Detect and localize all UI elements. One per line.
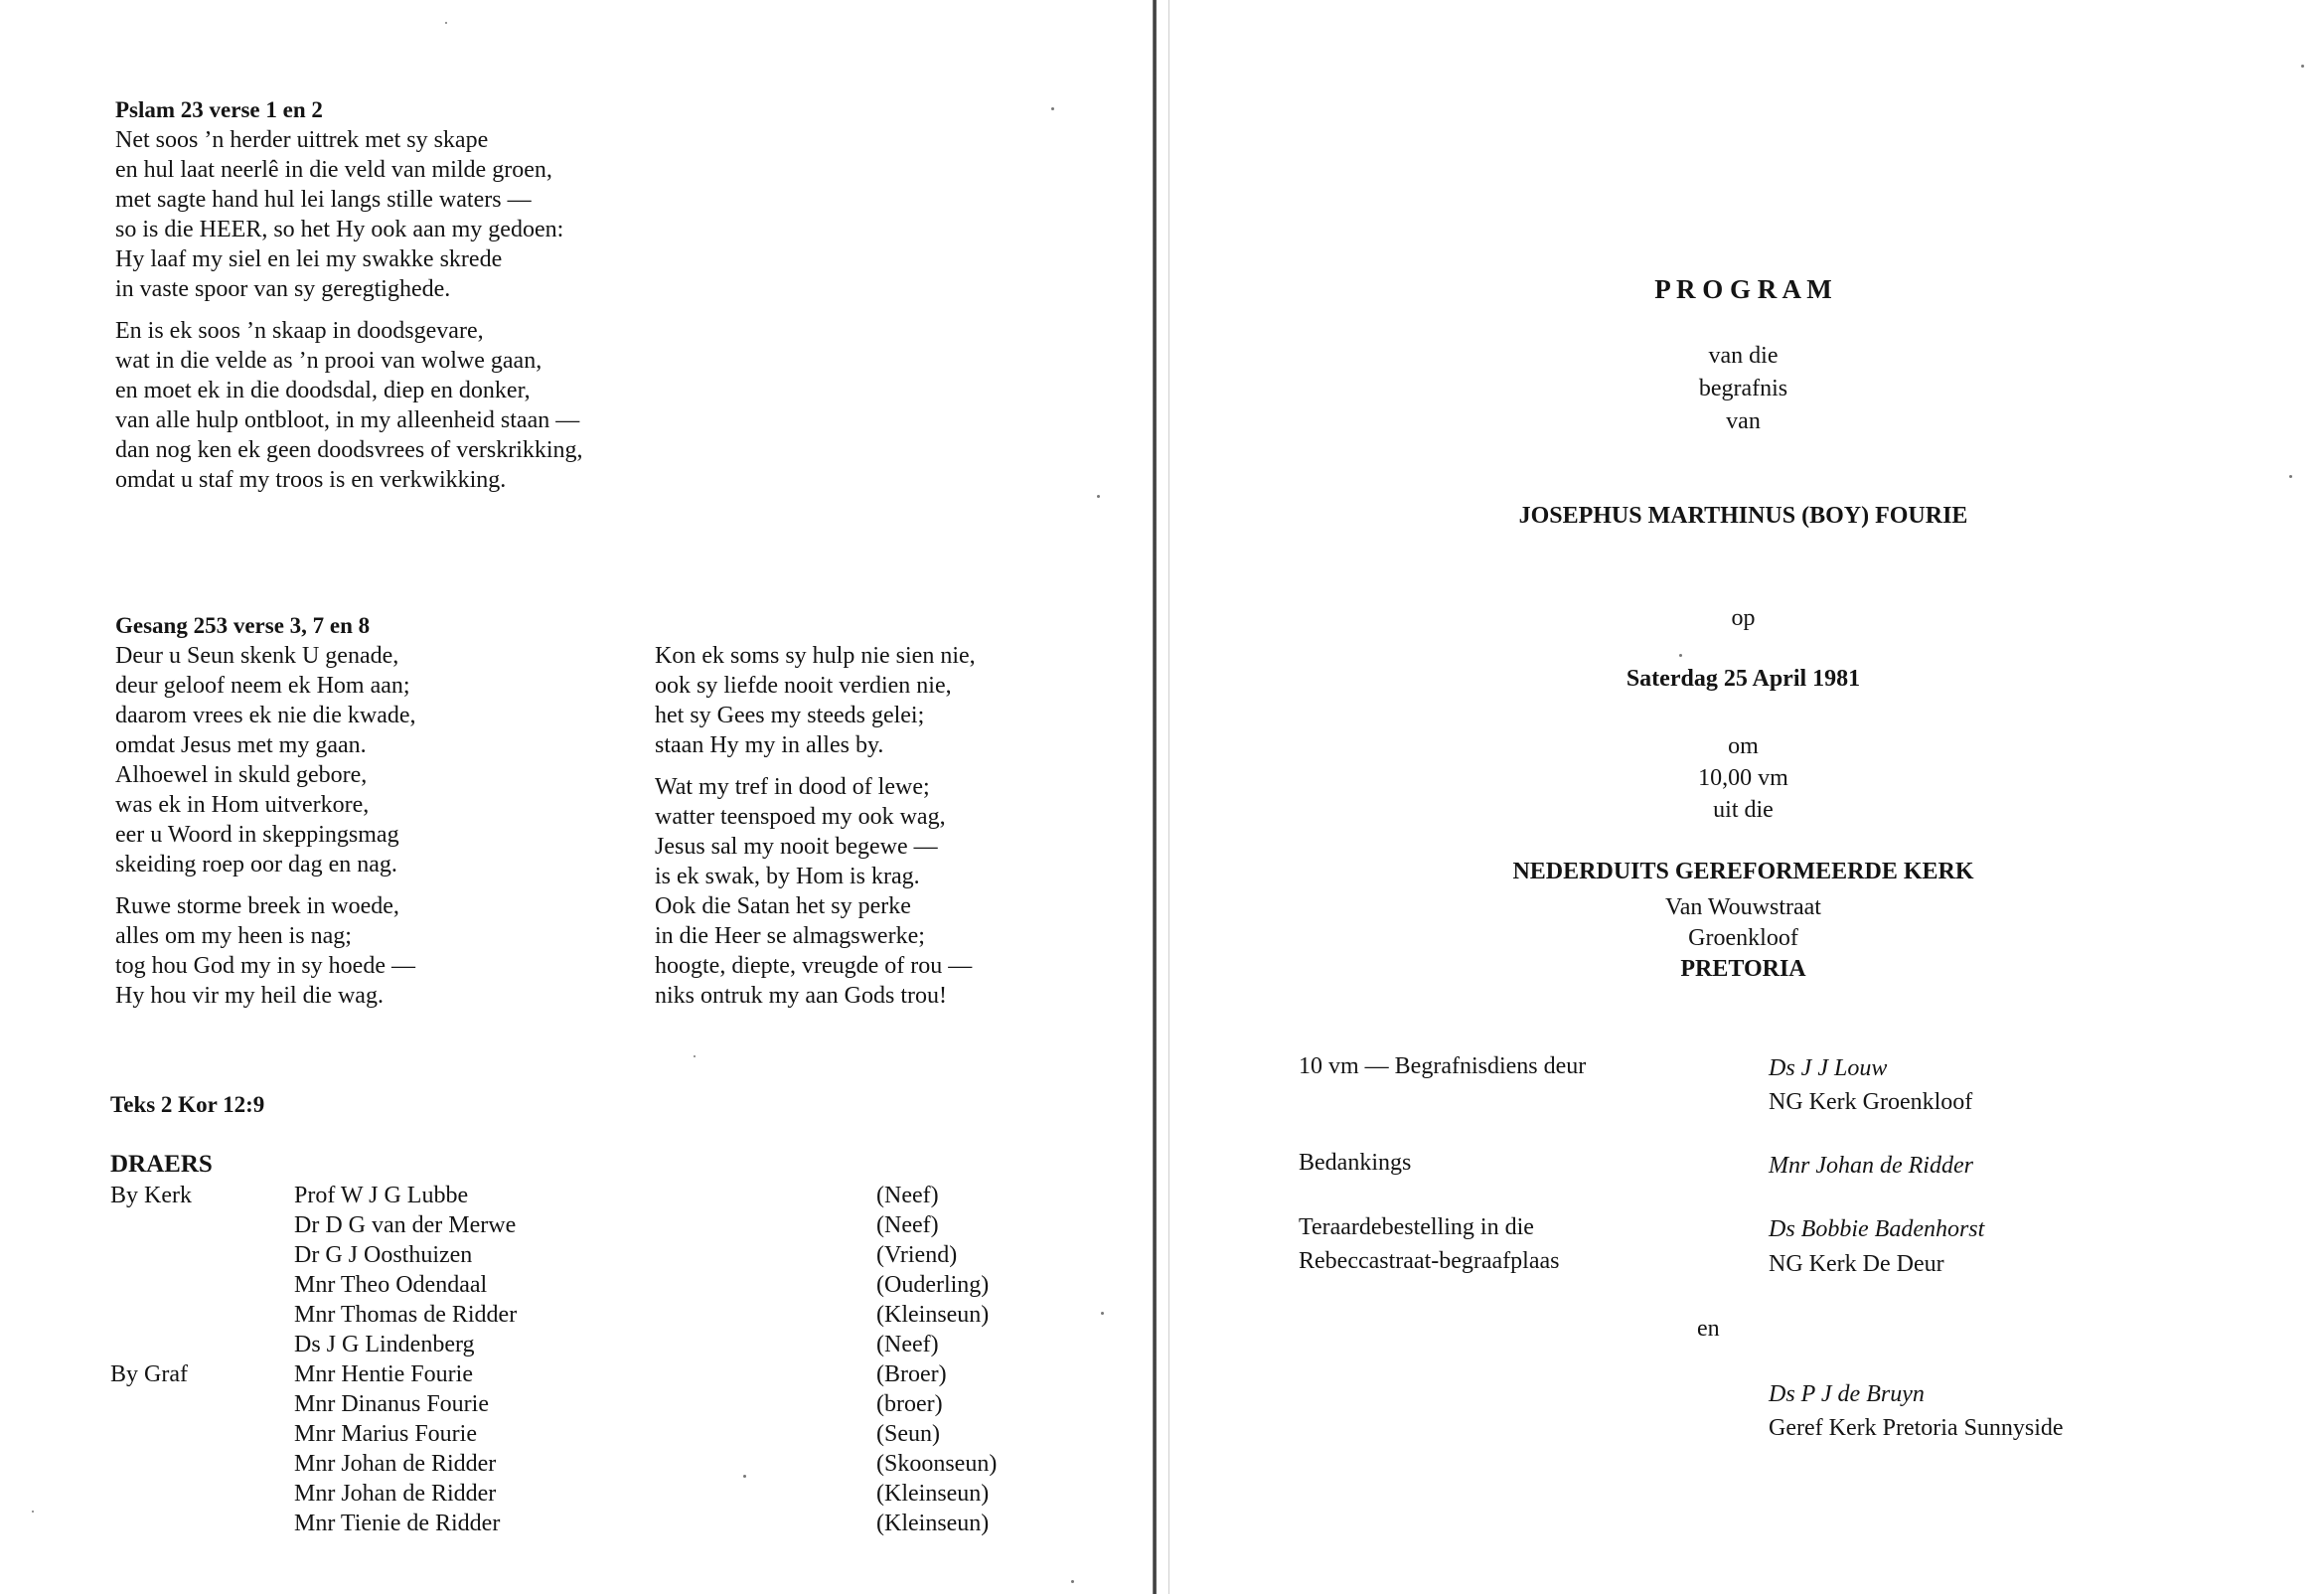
gesang-line: Alhoewel in skuld gebore, <box>115 762 368 788</box>
schedule-church: Geref Kerk Pretoria Sunnyside <box>1769 1415 2064 1441</box>
psalm-line: dan nog ken ek geen doodsvrees of verskrikking, <box>115 437 583 463</box>
psalm-stanza-1 <box>115 125 583 304</box>
gesang-line: Ruwe storme breek in woede, <box>115 893 399 919</box>
service-time: 10,00 vm <box>1698 765 1788 791</box>
schedule-minister: Ds Bobbie Badenhorst <box>1769 1216 1985 1242</box>
draer-relation: (Ouderling) <box>876 1272 990 1298</box>
scan-speck <box>2301 65 2304 68</box>
draer-relation: (Kleinseun) <box>876 1302 990 1328</box>
church-city: PRETORIA <box>1680 956 1806 982</box>
draer-relation: (Vriend) <box>876 1242 958 1268</box>
gesang-line: het sy Gees my steeds gelei; <box>655 703 925 728</box>
draer-name: Prof W J G Lubbe <box>294 1183 469 1208</box>
schedule-en: en <box>1697 1316 1720 1342</box>
psalm-line: Hy laaf my siel en lei my swakke skrede <box>115 246 503 272</box>
scan-speck <box>1051 107 1054 110</box>
draer-relation: (Neef) <box>876 1212 939 1238</box>
draer-relation: (broer) <box>876 1391 943 1417</box>
draer-name: Mnr Theo Odendaal <box>294 1272 488 1298</box>
draer-name: Mnr Johan de Ridder <box>294 1451 497 1477</box>
psalm-line: in vaste spoor van sy geregtighede. <box>115 276 451 302</box>
draer-relation: (Kleinseun) <box>876 1511 990 1536</box>
scan-speck <box>1097 495 1100 498</box>
gesang-line: staan Hy my in alles by. <box>655 732 884 758</box>
gesang-stanza <box>655 641 976 760</box>
draers-title: DRAERS <box>110 1151 213 1178</box>
psalm-section <box>115 95 583 495</box>
schedule-item-thanks: Bedankings <box>1299 1150 1412 1176</box>
psalm-line: Net soos ’n herder uittrek met sy skape <box>115 127 489 153</box>
op-text: op <box>1731 605 1756 631</box>
scan-speck <box>1071 1580 1074 1583</box>
schedule-item-service: 10 vm — Begrafnisdiens deur <box>1299 1053 1587 1079</box>
scan-speck <box>2289 475 2292 478</box>
gesang-line: deur geloof neem ek Hom aan; <box>115 673 410 699</box>
draers-group-label: By Kerk <box>110 1183 192 1208</box>
schedule-item-burial: Teraardebestelling in die <box>1299 1214 1534 1240</box>
gesang-line: omdat Jesus met my gaan. <box>115 732 367 758</box>
gesang-line: Deur u Seun skenk U genade, <box>115 643 399 669</box>
draer-relation: (Neef) <box>876 1183 939 1208</box>
draer-relation: (Broer) <box>876 1361 947 1387</box>
gesang-col-1 <box>115 611 416 1011</box>
uit-die-text: uit die <box>1713 797 1774 823</box>
teks-reference: Teks 2 Kor 12:9 <box>110 1092 265 1117</box>
begrafnis-text: begrafnis <box>1698 376 1788 401</box>
gesang-line: ook sy liefde nooit verdien nie, <box>655 673 952 699</box>
gesang-line: niks ontruk my aan Gods trou! <box>655 983 947 1009</box>
psalm-line: en moet ek in die doodsdal, diep en donker, <box>115 378 531 403</box>
right-page <box>1162 0 2324 1594</box>
gesang-line: tog hou God my in sy hoede — <box>115 953 415 979</box>
gesang-stanza <box>115 891 416 1011</box>
gesang-stanza <box>655 772 976 1011</box>
draer-name: Mnr Marius Fourie <box>294 1421 477 1447</box>
psalm-title: Pslam 23 verse 1 en 2 <box>115 97 323 122</box>
gesang-line: Wat my tref in dood of lewe; <box>655 774 930 800</box>
scan-speck <box>1101 1312 1104 1315</box>
draer-relation: (Kleinseun) <box>876 1481 990 1507</box>
psalm-line: wat in die velde as ’n prooi van wolwe gaan, <box>115 348 542 374</box>
draer-name: Mnr Johan de Ridder <box>294 1481 497 1507</box>
gesang-line: Kon ek soms sy hulp nie sien nie, <box>655 643 976 669</box>
draer-name: Dr G J Oosthuizen <box>294 1242 473 1268</box>
gesang-line: skeiding roep oor dag en nag. <box>115 852 397 877</box>
scan-speck <box>445 22 447 24</box>
gesang-line: daarom vrees ek nie die kwade, <box>115 703 416 728</box>
gesang-line: alles om my heen is nag; <box>115 923 352 949</box>
program-title: P R O G R A M <box>1654 274 1832 304</box>
gesang-line: Ook die Satan het sy perke <box>655 893 911 919</box>
draer-name: Mnr Hentie Fourie <box>294 1361 473 1387</box>
psalm-line: En is ek soos ’n skaap in doodsgevare, <box>115 318 484 344</box>
deceased-name: JOSEPHUS MARTHINUS (BOY) FOURIE <box>1518 503 1968 529</box>
psalm-line: met sagte hand hul lei langs stille waters — <box>115 187 532 213</box>
draer-relation: (Neef) <box>876 1332 939 1357</box>
draer-name: Mnr Tienie de Ridder <box>294 1511 501 1536</box>
scan-speck <box>743 1475 746 1478</box>
schedule-church: NG Kerk Groenkloof <box>1769 1089 1973 1115</box>
gesang-line: watter teenspoed my ook wag, <box>655 804 946 830</box>
gesang-col-2 <box>655 641 976 1011</box>
scan-speck <box>694 1055 696 1057</box>
church-street: Van Wouwstraat <box>1665 894 1821 920</box>
schedule-minister: Ds J J Louw <box>1769 1055 1888 1081</box>
draer-relation: (Seun) <box>876 1421 940 1447</box>
draer-name: Mnr Thomas de Ridder <box>294 1302 518 1328</box>
gesang-line: eer u Woord in skeppingsmag <box>115 822 399 848</box>
draer-name: Mnr Dinanus Fourie <box>294 1391 489 1417</box>
church-name: NEDERDUITS GEREFORMEERDE KERK <box>1512 859 1974 884</box>
scan-speck <box>1679 654 1682 657</box>
psalm-line: omdat u staf my troos is en verkwikking. <box>115 467 507 493</box>
psalm-line: so is die HEER, so het Hy ook aan my gedoen: <box>115 217 564 242</box>
left-page <box>0 0 1151 1594</box>
schedule-person: Mnr Johan de Ridder <box>1769 1153 1973 1179</box>
schedule-minister: Ds P J de Bruyn <box>1769 1381 1925 1407</box>
gesang-title: Gesang 253 verse 3, 7 en 8 <box>115 613 371 638</box>
draer-name: Dr D G van der Merwe <box>294 1212 517 1238</box>
gesang-line: is ek swak, by Hom is krag. <box>655 864 920 889</box>
draer-relation: (Skoonseun) <box>876 1451 998 1477</box>
schedule-church: NG Kerk De Deur <box>1769 1251 1944 1277</box>
van-die-text: van die <box>1708 343 1779 369</box>
gesang-line: Jesus sal my nooit begewe — <box>655 834 938 860</box>
scan-speck <box>32 1511 34 1513</box>
gesang-stanza <box>115 641 416 879</box>
draers-group-label: By Graf <box>110 1361 188 1387</box>
draer-name: Ds J G Lindenberg <box>294 1332 475 1357</box>
van-text: van <box>1726 408 1761 434</box>
schedule-item-burial-place: Rebeccastraat-begraafplaas <box>1299 1248 1560 1274</box>
psalm-stanza-2 <box>115 316 583 495</box>
gesang-line: Hy hou vir my heil die wag. <box>115 983 384 1009</box>
psalm-line: en hul laat neerlê in die veld van milde groen, <box>115 157 552 183</box>
page-fold <box>1153 0 1157 1594</box>
service-date: Saterdag 25 April 1981 <box>1626 666 1861 692</box>
om-text: om <box>1728 733 1759 759</box>
gesang-line: in die Heer se almagswerke; <box>655 923 925 949</box>
gesang-line: hoogte, diepte, vreugde of rou — <box>655 953 973 979</box>
church-suburb: Groenkloof <box>1688 925 1798 951</box>
psalm-line: van alle hulp ontbloot, in my alleenheid staan — <box>115 407 580 433</box>
gesang-line: was ek in Hom uitverkore, <box>115 792 370 818</box>
